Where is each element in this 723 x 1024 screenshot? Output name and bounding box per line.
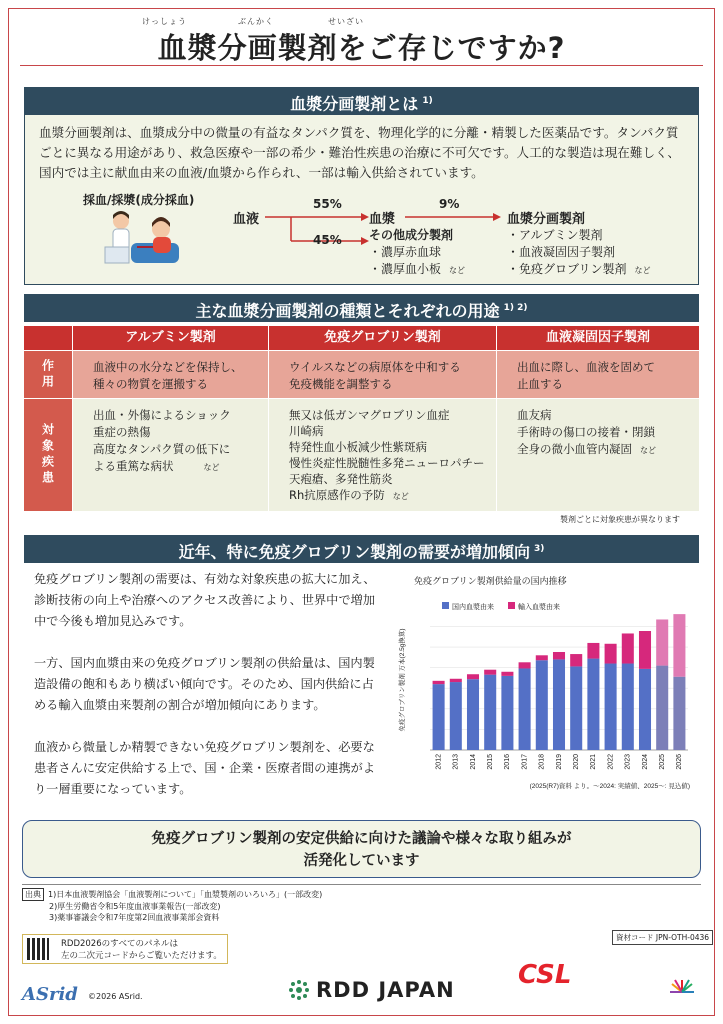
csl-logo: CSL — [518, 960, 572, 990]
bar-segment — [605, 644, 617, 664]
refs-divider — [22, 884, 701, 885]
bar-segment — [484, 670, 496, 675]
disease-item: 天疱瘡、多発性筋炎 — [289, 472, 393, 486]
ref-item: 3)薬事審議会令和7年度第2回血液事業部会資料 — [49, 913, 220, 922]
others-item: ・濃厚血小板 — [369, 262, 442, 276]
others-list — [369, 227, 465, 279]
bar-segment — [450, 682, 462, 750]
bar-segment — [570, 654, 582, 666]
section1-ref: 1) — [422, 96, 433, 106]
chart-title: 免疫グロブリン製剤供給量の国内推移 — [414, 576, 567, 586]
x-tick-label: 2025 — [659, 754, 667, 770]
callout-box — [22, 820, 701, 878]
section3-heading — [24, 535, 699, 563]
bar-segment — [622, 664, 634, 750]
col-albumin: アルブミン製剤 — [73, 326, 268, 350]
bar-segment — [656, 619, 668, 665]
bar-segment — [433, 684, 445, 750]
ref-item: 2)厚生労働省令和5年度血液事業報告(一部改変) — [49, 902, 221, 911]
legend-label: 国内血漿由来 — [452, 604, 494, 611]
x-tick-label: 2019 — [555, 754, 563, 770]
qr-text: 左の二次元コードからご覧いただけます。 — [61, 951, 222, 961]
bar-segment — [450, 679, 462, 682]
bar-segment — [553, 659, 565, 750]
y-axis-label: 免疫グロブリン製剤 万本(2.5g換算) — [399, 628, 406, 732]
donor-illustration — [103, 207, 183, 273]
pct-45: 45% — [313, 233, 342, 247]
plasma-label: 血漿 — [369, 212, 396, 227]
bar-segment — [536, 655, 548, 660]
callout-line: 活発化しています — [303, 853, 420, 869]
section3-heading-text: 近年、特に免疫グロブリン製剤の需要が増加傾向 — [178, 542, 530, 562]
legend-swatch — [508, 602, 515, 609]
col-coagulation: 血液凝固因子製剤 — [497, 326, 699, 350]
table-note: 製剤ごとに対象疾患が異なります — [560, 515, 680, 524]
ig-supply-chart — [390, 570, 700, 795]
row-label-disease: 対象疾患 — [24, 399, 72, 511]
action-line: 止血する — [517, 377, 563, 391]
ruby-seizai: せいざい — [328, 17, 364, 26]
row-label-action: 作用 — [24, 351, 72, 398]
action-line: 出血に際し、血液を固めて — [517, 360, 655, 374]
ref-item: 1)日本血液製剤協会「血液製剤について」「血漿製剤のいろいろ」(一部改変) — [48, 890, 323, 899]
x-tick-label: 2024 — [641, 754, 649, 770]
section3-paragraph: 血液から微量しか精製できない免疫グロブリン製剤を、必要な患者さんに安定供給する上で、国・企業・医療者間の連携がより一層重要になっています。 — [34, 740, 376, 796]
section1-box — [24, 115, 699, 285]
disease-item: 重症の熱傷 — [93, 425, 151, 439]
disease-item: 全身の微小血管内凝固 — [517, 442, 632, 456]
bar-segment — [622, 633, 634, 663]
section1-body: 血漿分画製剤は、血漿成分中の微量の有益なタンパク質を、物理化学的に分離・精製した医薬品です。タンパク質ごとに異なる用途があり、救急医療や一部の希少・難治性疾患の治療に不可欠です。人工的な製造は現在難しく、国内では主に献血由来の血液/血漿から作られ、一部は輸入供給されています。 — [39, 125, 681, 180]
page-title: 血漿分画製剤をご存じですか? — [157, 31, 566, 65]
section2-heading-text: 主な血漿分画製剤の種類とそれぞれの用途 — [195, 301, 500, 321]
disease-item: 無又は低ガンマグロブリン血症 — [289, 408, 450, 422]
bar-segment — [519, 662, 531, 668]
bar-segment — [673, 614, 685, 677]
bar-segment — [673, 677, 685, 750]
disease-item: 手術時の傷口の接着・閉鎖 — [517, 425, 655, 439]
x-tick-label: 2018 — [538, 754, 546, 770]
rare-disease-day-icon — [668, 976, 696, 1002]
rdd-logo: RDD JAPAN — [316, 978, 455, 1002]
x-tick-label: 2012 — [435, 754, 443, 770]
nado-text: など — [203, 463, 220, 472]
nado-text: など — [449, 266, 466, 275]
section3-body — [34, 569, 380, 821]
legend-swatch — [442, 602, 449, 609]
bar-segment — [587, 643, 599, 659]
section2-ref: 1) 2) — [503, 303, 528, 313]
qr-text: RDD2026のすべてのパネルは — [61, 939, 178, 949]
section3-paragraph: 一方、国内血漿由来の免疫グロブリン製剤の供給量は、国内製造設備の飽和もあり横ばい傾向です。そのため、国内供給に占める輸入血漿由来製剤の割合が増加傾向にあります。 — [34, 656, 375, 712]
nado-text: など — [634, 266, 651, 275]
pct-55: 55% — [313, 197, 342, 211]
nado-text: など — [640, 446, 656, 455]
table-corner — [24, 326, 72, 350]
disease-item: 高度なタンパク質の低下に — [93, 442, 231, 456]
action-line: 種々の物質を運搬する — [93, 377, 208, 391]
disease-item: 出血・外傷によるショック — [93, 408, 231, 422]
bar-segment — [656, 666, 668, 750]
qr-code-icon[interactable] — [27, 938, 49, 960]
legend-label: 輸入血漿由来 — [518, 604, 560, 611]
products-list — [507, 227, 651, 279]
x-tick-label: 2017 — [521, 754, 529, 770]
col-immunoglobulin: 免疫グロブリン製剤 — [269, 326, 496, 350]
pct-9: 9% — [439, 197, 460, 211]
x-tick-label: 2023 — [624, 754, 632, 770]
others-item: ・濃厚赤血球 — [369, 245, 442, 259]
product-label: 血漿分画製剤 — [507, 212, 586, 227]
coag-diseases — [497, 399, 699, 511]
section1-heading-text: 血漿分画製剤とは — [290, 94, 419, 114]
bar-segment — [639, 631, 651, 669]
bar-segment — [501, 676, 513, 750]
asrid-logo: ASrid — [22, 984, 78, 1005]
bar-segment — [587, 659, 599, 750]
bar-segment — [467, 674, 479, 679]
products-item: ・アルブミン製剤 — [507, 228, 603, 242]
disease-item: 特発性血小板減少性紫斑病 — [289, 440, 427, 454]
copyright: ©2026 ASrid. — [88, 992, 143, 1001]
albumin-diseases — [73, 399, 268, 511]
title-area — [20, 14, 703, 66]
chart-note: (2025(R7)資料 より。〜2024: 実績値、2025〜: 見込値) — [529, 783, 690, 790]
section2-heading — [24, 294, 699, 322]
refs-label: 出典 — [22, 888, 44, 901]
bar-segment — [570, 666, 582, 750]
products-item: ・血液凝固因子製剤 — [507, 245, 616, 259]
action-line: 免疫機能を調整する — [289, 377, 393, 391]
x-tick-label: 2016 — [504, 754, 512, 770]
doc-code: 資材コード JPN-OTH-0436 — [612, 930, 713, 945]
collect-label: 採血/採漿(成分採血) — [83, 193, 195, 207]
x-tick-label: 2022 — [607, 754, 615, 770]
x-tick-label: 2021 — [590, 754, 598, 770]
references — [22, 888, 322, 923]
disease-item: 慢性炎症性脱髄性多発ニューロパチー — [289, 456, 485, 470]
ig-diseases — [269, 399, 496, 511]
disease-item: よる重篤な病状 — [93, 459, 174, 473]
bar-segment — [536, 660, 548, 750]
disease-item: 川崎病 — [289, 424, 324, 438]
disease-item: Rh抗原感作の予防 — [289, 488, 385, 502]
section3-paragraph: 免疫グロブリン製剤の需要は、有効な対象疾患の拡大に加え、診断技術の向上や治療へのアクセス改善により、世界中で増加中で今後も増加見込みです。 — [34, 572, 376, 628]
callout-line: 免疫グロブリン製剤の安定供給に向けた議論や様々な取り組みが — [151, 831, 572, 847]
ig-action — [269, 351, 496, 398]
x-tick-label: 2026 — [676, 754, 684, 770]
ruby-kesshou: けっしょう — [142, 17, 187, 26]
bar-segment — [605, 664, 617, 750]
action-line: ウイルスなどの病原体を中和する — [289, 360, 461, 374]
blood-label: 血液 — [233, 212, 260, 227]
x-tick-label: 2013 — [452, 754, 460, 770]
bar-segment — [433, 681, 445, 684]
qr-box — [22, 934, 228, 964]
bar-segment — [639, 669, 651, 750]
coag-action — [497, 351, 699, 398]
others-title: その他成分製剤 — [369, 228, 454, 242]
bar-segment — [553, 652, 565, 659]
nado-text: など — [392, 492, 409, 501]
action-line: 血液中の水分などを保持し、 — [93, 360, 243, 374]
ruby-bunkaku: ぶんかく — [238, 17, 274, 26]
bar-segment — [519, 668, 531, 750]
section1-heading — [24, 87, 699, 115]
albumin-action — [73, 351, 268, 398]
rdd-flower-icon — [286, 977, 312, 1003]
x-tick-label: 2015 — [487, 754, 495, 770]
bar-segment — [467, 679, 479, 750]
x-tick-label: 2014 — [469, 754, 477, 770]
products-item: ・免疫グロブリン製剤 — [507, 262, 627, 276]
section3-ref: 3) — [533, 544, 545, 554]
bar-segment — [484, 675, 496, 750]
disease-item: 血友病 — [517, 408, 552, 422]
x-tick-label: 2020 — [573, 754, 581, 770]
bar-segment — [501, 672, 513, 676]
